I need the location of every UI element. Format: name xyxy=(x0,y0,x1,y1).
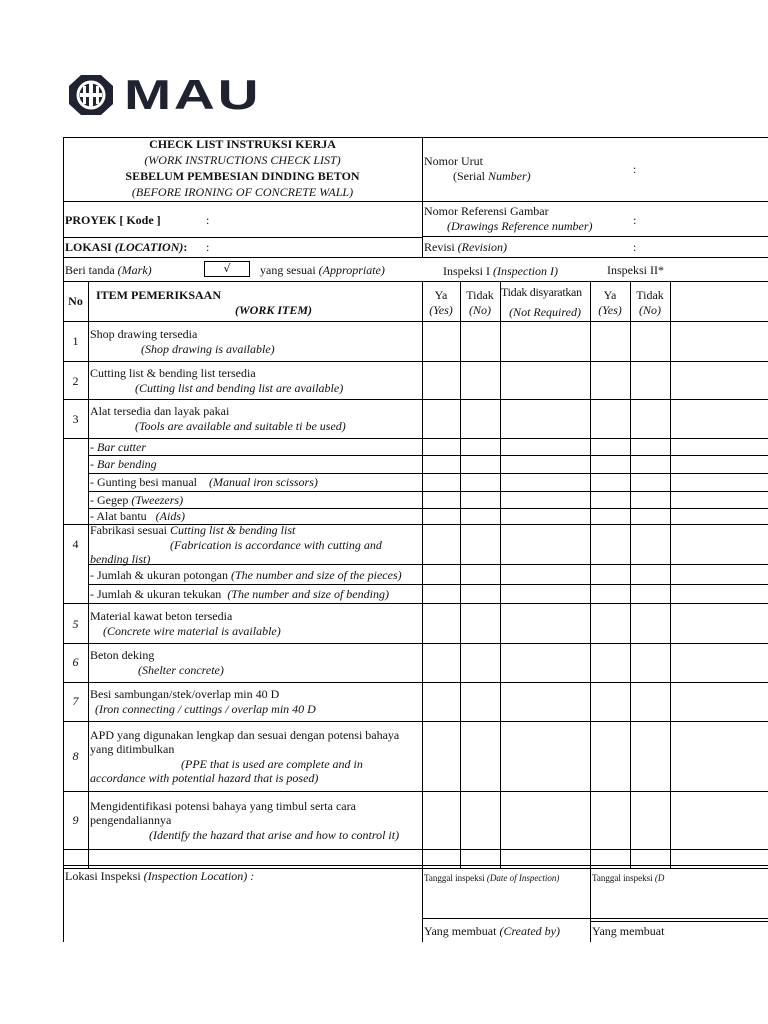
mark-instruction: Beri tanda (Mark) xyxy=(65,263,152,277)
checklist-table xyxy=(63,137,768,942)
row-7-item: Besi sambungan/stek/overlap min 40 D xyxy=(90,687,280,701)
col-not-required-en: (Not Required) xyxy=(509,305,581,319)
sub-bar-bending: - Bar bending xyxy=(90,457,157,471)
inspection-date-1: Tanggal inspeksi (Date of Inspection) xyxy=(424,873,560,883)
nomor-urut-label: Nomor Urut xyxy=(424,154,483,168)
proyek-label: PROYEK [ Kode ] xyxy=(65,213,161,227)
row-6-item-en: (Shelter concrete) xyxy=(138,663,224,677)
row-3-no: 3 xyxy=(72,412,79,426)
row-7-item-en: (Iron connecting / cuttings / overlap min 40 D xyxy=(95,702,316,716)
appropriate-label: yang sesuai (Appropriate) xyxy=(260,263,385,277)
lokasi-label: LOKASI (LOCATION): xyxy=(65,240,188,254)
row-6-no: 6 xyxy=(72,655,79,669)
doc-subtitle-en: (BEFORE IRONING OF CONCRETE WALL) xyxy=(131,185,354,199)
row-5-item-en: (Concrete wire material is available) xyxy=(103,624,281,638)
col-tidak-2: Tidak xyxy=(636,288,664,302)
row-9-item-2: pengendaliannya xyxy=(90,813,172,827)
row-5-no: 5 xyxy=(72,617,79,631)
sub-manual-scissors: - Gunting besi manual (Manual iron scissors) xyxy=(90,475,318,489)
col-ya-2: Ya xyxy=(603,288,617,302)
row-2-item: Cutting list & bending list tersedia xyxy=(90,366,256,380)
inspection-date-2: Tanggal inspeksi (D xyxy=(592,873,665,883)
sub-tweezers: - Gegep (Tweezers) xyxy=(90,493,184,507)
col-not-required-label: Tidak disyaratkan xyxy=(501,285,582,299)
row-9-item-en: (Identify the hazard that arise and how to control it) xyxy=(149,828,400,842)
row-7-no: 7 xyxy=(72,694,79,708)
revisi-label: Revisi (Revision) xyxy=(424,240,507,254)
row-4-item-en-1: (Fabrication is accordance with cutting and xyxy=(170,538,382,552)
sub-bar-cutter: - Bar cutter xyxy=(90,440,146,454)
doc-title: CHECK LIST INSTRUKSI KERJA xyxy=(149,137,336,151)
col-yes-2: (Yes) xyxy=(598,303,622,317)
row-8-no: 8 xyxy=(72,749,79,763)
mau-emblem-icon xyxy=(68,74,114,116)
row-8-item-en-2: accordance with potential hazard that is posed) xyxy=(90,771,319,785)
col-no-2: (No) xyxy=(639,303,661,317)
row-1-item-en: (Shop drawing is available) xyxy=(141,342,275,356)
doc-title-en: (WORK INSTRUCTIONS CHECK LIST) xyxy=(144,153,341,167)
row-5-item: Material kawat beton tersedia xyxy=(90,609,233,623)
row-1-item: Shop drawing tersedia xyxy=(90,327,198,341)
serial-number-label: (Serial Number) xyxy=(453,169,531,183)
logo-wordmark: MAU xyxy=(124,71,262,118)
drawing-ref-label: Nomor Referensi Gambar xyxy=(424,204,549,218)
row-1-no: 1 xyxy=(72,334,79,348)
row-6-item: Beton deking xyxy=(90,648,155,662)
row-9-item-1: Mengidentifikasi potensi bahaya yang timbul serta cara xyxy=(90,799,356,813)
row-3-item: Alat tersedia dan layak pakai xyxy=(90,404,230,418)
row-4-no: 4 xyxy=(72,537,79,551)
row-2-no: 2 xyxy=(72,374,79,388)
created-by-2: Yang membuat xyxy=(592,924,665,938)
mark-example-box: √ xyxy=(204,261,250,277)
drawing-ref-en: (Drawings Reference number) xyxy=(447,219,593,233)
col-tidak-1: Tidak xyxy=(466,288,494,302)
row-3-item-en: (Tools are available and suitable ti be used) xyxy=(135,419,346,433)
drawing-ref-colon: : xyxy=(633,213,637,227)
sub-aids: - Alat bantu (Aids) xyxy=(90,509,185,523)
company-logo xyxy=(68,71,262,118)
sub-bending: - Jumlah & ukuran tekukan (The number and size of bending) xyxy=(90,587,389,601)
inspection-location-label: Lokasi Inspeksi (Inspection Location) : xyxy=(65,869,255,883)
row-2-item-en: (Cutting list and bending list are available) xyxy=(135,381,344,395)
col-no-1: (No) xyxy=(469,303,491,317)
proyek-colon: : xyxy=(206,213,210,227)
revisi-colon: : xyxy=(633,240,637,254)
col-no: No xyxy=(68,294,83,308)
col-item: ITEM PEMERIKSAAN xyxy=(96,288,222,302)
row-4-item: Fabrikasi sesuai Cutting list & bending list xyxy=(90,523,296,537)
col-item-en: (WORK ITEM) xyxy=(235,303,313,317)
row-8-item-1: APD yang digunakan lengkap dan sesuai dengan potensi bahaya xyxy=(90,728,400,742)
inspection1-header: Inspeksi I (Inspection I) xyxy=(443,264,558,278)
row-4-item-en-2: bending list) xyxy=(90,552,151,566)
inspection2-header: Inspeksi II* xyxy=(607,263,664,277)
row-8-item-en-1: (PPE that is used are complete and in xyxy=(181,757,363,771)
created-by-1: Yang membuat (Created by) xyxy=(424,924,560,938)
lokasi-colon: : xyxy=(206,240,210,254)
row-8-item-2: yang ditimbulkan xyxy=(90,742,175,756)
serial-number-colon: : xyxy=(633,162,637,176)
row-9-no: 9 xyxy=(72,813,79,827)
sub-pieces: - Jumlah & ukuran potongan (The number and size of the pieces) xyxy=(90,568,402,582)
doc-subtitle: SEBELUM PEMBESIAN DINDING BETON xyxy=(125,169,360,183)
col-yes-1: (Yes) xyxy=(429,303,453,317)
col-ya-1: Ya xyxy=(434,288,448,302)
